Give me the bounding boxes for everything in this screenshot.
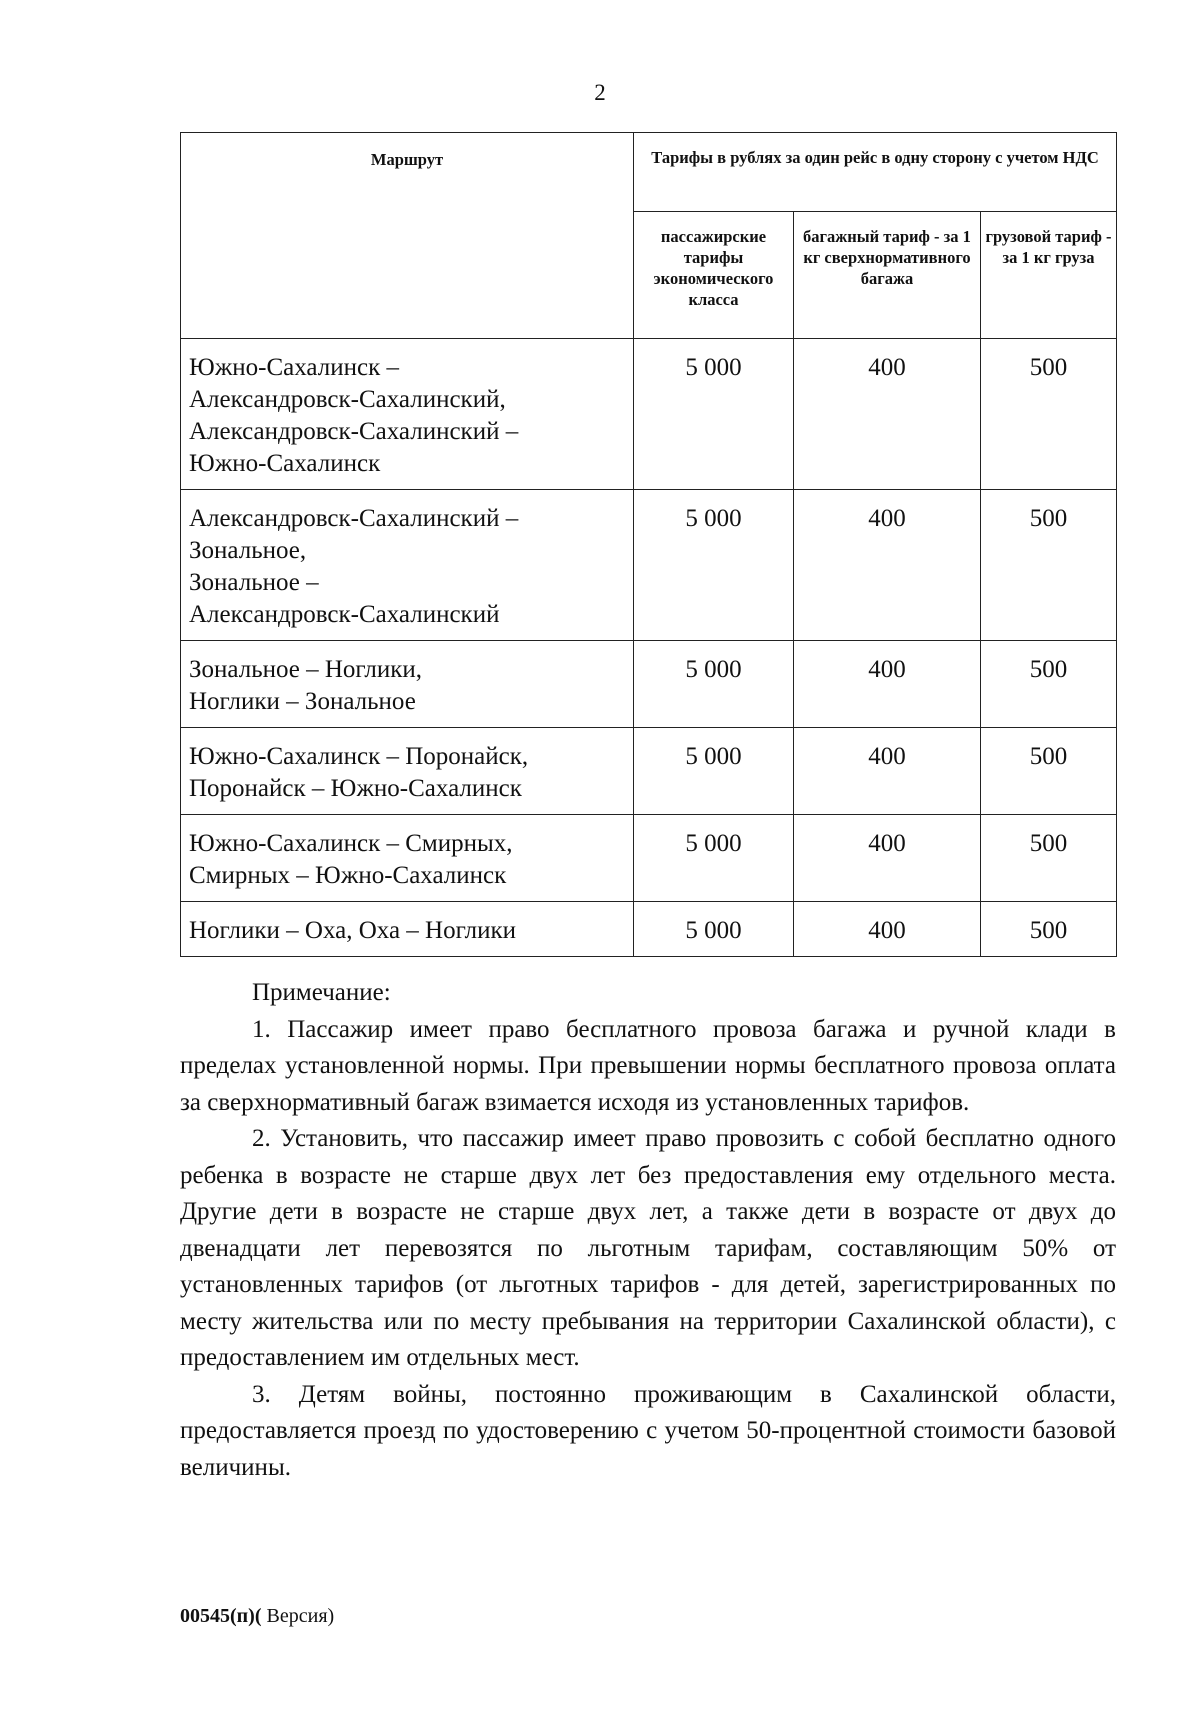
note-item-3: 3. Детям войны, постоянно проживающим в Сахалинской области, предоставляется проезд по удостоверению с учетом 50-процентной стоимости базовой величины. xyxy=(180,1380,1116,1481)
passenger-tariff-cell: 5 000 xyxy=(634,339,794,490)
cargo-tariff-cell: 500 xyxy=(981,728,1117,815)
cargo-tariff-cell: 500 xyxy=(981,815,1117,902)
route-cell: Южно-Сахалинск – Поронайск, Поронайск – Южно-Сахалинск xyxy=(181,728,634,815)
route-cell: Зональное – Ноглики, Ноглики – Зональное xyxy=(181,641,634,728)
baggage-tariff-cell: 400 xyxy=(794,815,981,902)
baggage-tariff-cell: 400 xyxy=(794,641,981,728)
table-row xyxy=(181,490,1117,641)
passenger-tariff-cell: 5 000 xyxy=(634,902,794,957)
document-footer xyxy=(180,1605,334,1628)
note-item-2: 2. Установить, что пассажир имеет право провозить с собой бесплатно одного ребенка в возрасте не старше двух лет без предоставления ему отдельного места. Другие дети в возрасте не старше двух лет, а также дети в возрасте от двух до двенадцати лет перевозятся по льготным тарифам, составляющим 50% от установленных тарифов (от льготных тарифов - для детей, зарегистрированных по месту жительства или по месту пребывания на территории Сахалинской области), с предоставлением им отдельных мест. xyxy=(180,1125,1116,1371)
cargo-tariff-cell: 500 xyxy=(981,339,1117,490)
cargo-tariff-cell: 500 xyxy=(981,490,1117,641)
table-row xyxy=(181,728,1117,815)
passenger-tariff-header: пассажирские тарифы экономического класса xyxy=(634,212,794,339)
notes-heading: Примечание: xyxy=(252,979,391,1006)
cargo-tariff-header: грузовой тариф - за 1 кг груза xyxy=(981,212,1117,339)
passenger-tariff-cell: 5 000 xyxy=(634,728,794,815)
passenger-tariff-cell: 5 000 xyxy=(634,641,794,728)
document-version: Версия) xyxy=(261,1605,335,1627)
table-row xyxy=(181,641,1117,728)
baggage-tariff-header: багажный тариф - за 1 кг сверхнормативного багажа xyxy=(794,212,981,339)
baggage-tariff-cell: 400 xyxy=(794,490,981,641)
cargo-tariff-cell: 500 xyxy=(981,641,1117,728)
notes-section xyxy=(180,975,1116,1486)
route-cell: Ноглики – Оха, Оха – Ноглики xyxy=(181,902,634,957)
baggage-tariff-cell: 400 xyxy=(794,339,981,490)
table-row xyxy=(181,815,1117,902)
baggage-tariff-cell: 400 xyxy=(794,728,981,815)
route-cell: Александровск-Сахалинский – Зональное, Зональное – Александровск-Сахалинский xyxy=(181,490,634,641)
tariffs-column-header: Тарифы в рублях за один рейс в одну сторону с учетом НДС xyxy=(634,133,1117,212)
page-number: 2 xyxy=(594,80,606,105)
baggage-tariff-cell: 400 xyxy=(794,902,981,957)
table-row xyxy=(181,902,1117,957)
cargo-tariff-cell: 500 xyxy=(981,902,1117,957)
tariff-table xyxy=(180,132,1117,957)
route-cell: Южно-Сахалинск – Александровск-Сахалинский, Александровск-Сахалинский – Южно-Сахалинск xyxy=(181,339,634,490)
route-cell: Южно-Сахалинск – Смирных, Смирных – Южно-Сахалинск xyxy=(181,815,634,902)
passenger-tariff-cell: 5 000 xyxy=(634,490,794,641)
document-code: 00545(п)( xyxy=(180,1605,262,1627)
route-column-header: Маршрут xyxy=(181,133,634,339)
table-row xyxy=(181,339,1117,490)
passenger-tariff-cell: 5 000 xyxy=(634,815,794,902)
note-item-1: 1. Пассажир имеет право бесплатного провоза багажа и ручной клади в пределах установленной нормы. При превышении нормы бесплатного провоза оплата за сверхнормативный багаж взимается исходя из установленных тарифов. xyxy=(180,1015,1116,1116)
